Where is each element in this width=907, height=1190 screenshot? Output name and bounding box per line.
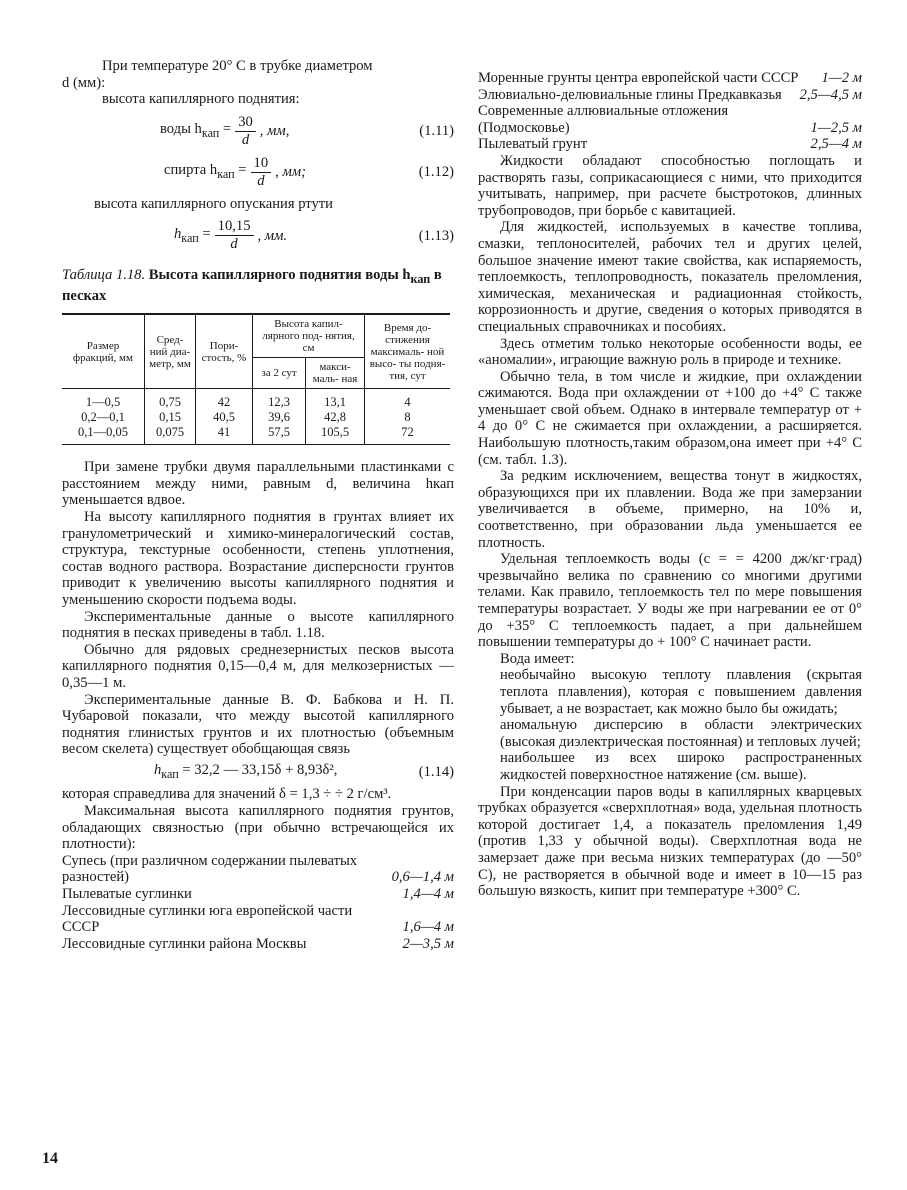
paragraph: Максимальная высота капиллярного поднятия грунтов, обладающих связностью (при обычно встречающейся их плотности):	[62, 803, 454, 853]
paragraph: Для жидкостей, используемых в качестве топлива, смазки, теплоносителей, рабочих тел и других целей, большое значение имеют такие свойства, как испаряемость, теплоемкость, теплопроводность, показатель преломления, химическая, механическая и радиационная стойкость, коррозионность и другие, сведения о которых приводятся в специальных справочниках и пособиях.	[478, 219, 862, 335]
equation-number: (1.12)	[418, 163, 454, 180]
equation-number: (1.11)	[419, 122, 454, 139]
col-header-mean: Сред- ний диа- метр, мм	[145, 314, 196, 389]
paragraph: При замене трубки двумя параллельными пластинками с расстоянием между ними, равным d, величина hкап уменьшается вдвое.	[62, 459, 454, 509]
equation-mercury: $h_{кап}$ = $\frac{10,15}{d}$ , мм. (1.13)	[174, 218, 454, 253]
col-header-max: макси- маль- ная	[306, 358, 365, 389]
equation-alcohol: спирта $h_{кап}$ = $\frac{10}{d}$ , мм; (1.12)	[164, 154, 454, 189]
table-caption: Таблица 1.18. Высота капиллярного поднятия воды $h_{кап}$ в песках	[62, 267, 442, 305]
paragraph: При конденсации паров воды в капиллярных кварцевых трубках образуется «сверхплотная» вода, удельная плотность которой достигает 1,4, а показатель преломления 1,49 (против 1,33 у обычной воды). Сверхплотная вода не замерзает даже при весьма низких температурах (до —50° С), не растворяется в обычной воде и имеет в 10—15 раз большую вязкость, кипит при температуре +300° С.	[478, 783, 862, 900]
list-item: Пылеватый грунт 2,5—4 м	[478, 136, 862, 153]
paragraph: На высоту капиллярного поднятия в грунтах влияет их гранулометрический и химико-минералогический состав, структура, текстурные особенности, степень уплотнения, состав водного раствора. Возрастание дисперсности грунтов приводит к увеличению высоты капиллярного поднятия и уменьшению скорости подъема воды.	[62, 509, 454, 609]
col-header-day2: за 2 сут	[253, 358, 306, 389]
col-header-height: Высота капил- лярного под- нятия, см	[253, 314, 365, 358]
equation-clay: $h_{кап} = 32,2$ — 33,15δ + 8,93δ², (1.14)	[154, 761, 454, 781]
paragraph: Обычно тела, в том числе и жидкие, при охлаждении сжимаются. Вода при охлаждении от +100 до +4° С также уменьшает свой объем. Однако в интервале температур от + 4 до 0° С не сжимается при охлаждении, а расширяется. Наибольшую плотность,таким образом,она имеет при +4° С (см. табл. 1.3).	[478, 368, 862, 468]
list-item: Современные аллювиальные отложения (Подмосковье) 1—2,5 м	[478, 103, 862, 136]
list-item: необычайно высокую теплоту плавления (скрытая теплота плавления), которая с повышением давления убывает, а не возрастает, как можно было бы ожидать;	[500, 667, 862, 717]
paragraph: Жидкости обладают способностью поглощать и растворять газы, соприкасающиеся с ними, что приходится учитывать, например, при расчете быстротоков, длинных трубопроводов, при борьбе с кавитацией.	[478, 152, 862, 219]
list-item: наибольшее из всех широко распространенных жидкостей поверхностное натяжение (см. выше).	[500, 750, 862, 783]
paragraph: Экспериментальные данные о высоте капиллярного поднятия в песках приведены в табл. 1.18.	[62, 608, 454, 642]
paragraph: Вода имеет:	[500, 650, 575, 667]
list-item: Лессовидные суглинки юга европейской части СССР 1,6—4 м	[62, 902, 454, 936]
col-header-porosity: Пори- стость, %	[196, 314, 253, 389]
table-row: 0,1—0,05 0,075 41 57,5 105,5 72	[62, 425, 450, 445]
table-row: 0,2—0,1 0,15 40,5 39,6 42,8 8	[62, 410, 450, 425]
paragraph: которая справедлива для значений δ = 1,3 ÷ ÷ 2 г/см³.	[62, 786, 392, 803]
left-column	[62, 58, 454, 952]
paragraph: Удельная теплоемкость воды (c = = 4200 дж/кг·град) чрезвычайно велика по сравнению со многими другими телами. Как правило, теплоемкость тел по мере повышения температуры возрастает. У воды же при нагревании ее от 0° до +35° С теплоемкость падает, а при дальнейшем повышении температуры до + 100° С начинает расти.	[478, 551, 862, 651]
table-row: 1—0,5 0,75 42 12,3 13,1 4	[62, 389, 450, 411]
list-item: Лессовидные суглинки района Москвы 2—3,5 м	[62, 935, 454, 952]
list-item: Пылеватые суглинки 1,4—4 м	[62, 886, 454, 903]
col-header-size: Размер фракций, мм	[62, 314, 145, 389]
paragraph: За редким исключением, вещества тонут в жидкостях, образующихся при их плавлении. Вода же при замерзании увеличивается в объеме, примерно, на 10% и, соответственно, при образовании льда уменьшается ее плотность.	[478, 468, 862, 551]
list-item: Моренные грунты центра европейской части СССР 1—2 м	[478, 70, 862, 86]
list-item: Супесь (при различном содержании пылеватых разностей) 0,6—1,4 м	[62, 852, 454, 886]
equation-number: (1.14)	[418, 763, 454, 780]
page-number: 14	[42, 1150, 58, 1167]
soil-list-continued	[478, 70, 862, 153]
paragraph: Здесь отметим только некоторые особенности воды, ее «аномалии», играющие важную роль в природе и технике.	[478, 335, 862, 369]
mercury-heading: высота капиллярного опускания ртути	[94, 195, 333, 212]
list-item: Элювиально-делювиальные глины Предкавказья 2,5—4,5 м	[478, 86, 862, 103]
intro-line-2: d (мм):	[62, 74, 106, 91]
equation-water: воды $h_{кап}$ = $\frac{30}{d}$ , мм, (1.11)	[160, 113, 454, 148]
intro-line: При температуре 20° С в трубке диаметром	[102, 58, 373, 74]
right-column	[478, 70, 862, 900]
paragraph: Экспериментальные данные В. Ф. Бабкова и Н. П. Чубаровой показали, что между высотой капиллярного поднятия глинистых грунтов и их плотностью (объемным весом скелета) существует обобщающая связь	[62, 691, 454, 758]
equation-number: (1.13)	[418, 227, 454, 244]
col-header-time: Время до- стижения максималь- ной высо- ты подня- тия, сут	[365, 314, 451, 389]
paragraph: Обычно для рядовых среднезернистых песков высота капиллярного поднятия 0,15—0,4 м, для мелкозернистых — 0,35—1 м.	[62, 641, 454, 691]
list-item: аномальную дисперсию в области электрических (высокая диэлектрическая постоянная) и тепловых лучей;	[500, 717, 862, 750]
rise-heading: высота капиллярного поднятия:	[102, 91, 300, 108]
capillary-table	[62, 313, 450, 445]
soil-list	[62, 853, 454, 953]
